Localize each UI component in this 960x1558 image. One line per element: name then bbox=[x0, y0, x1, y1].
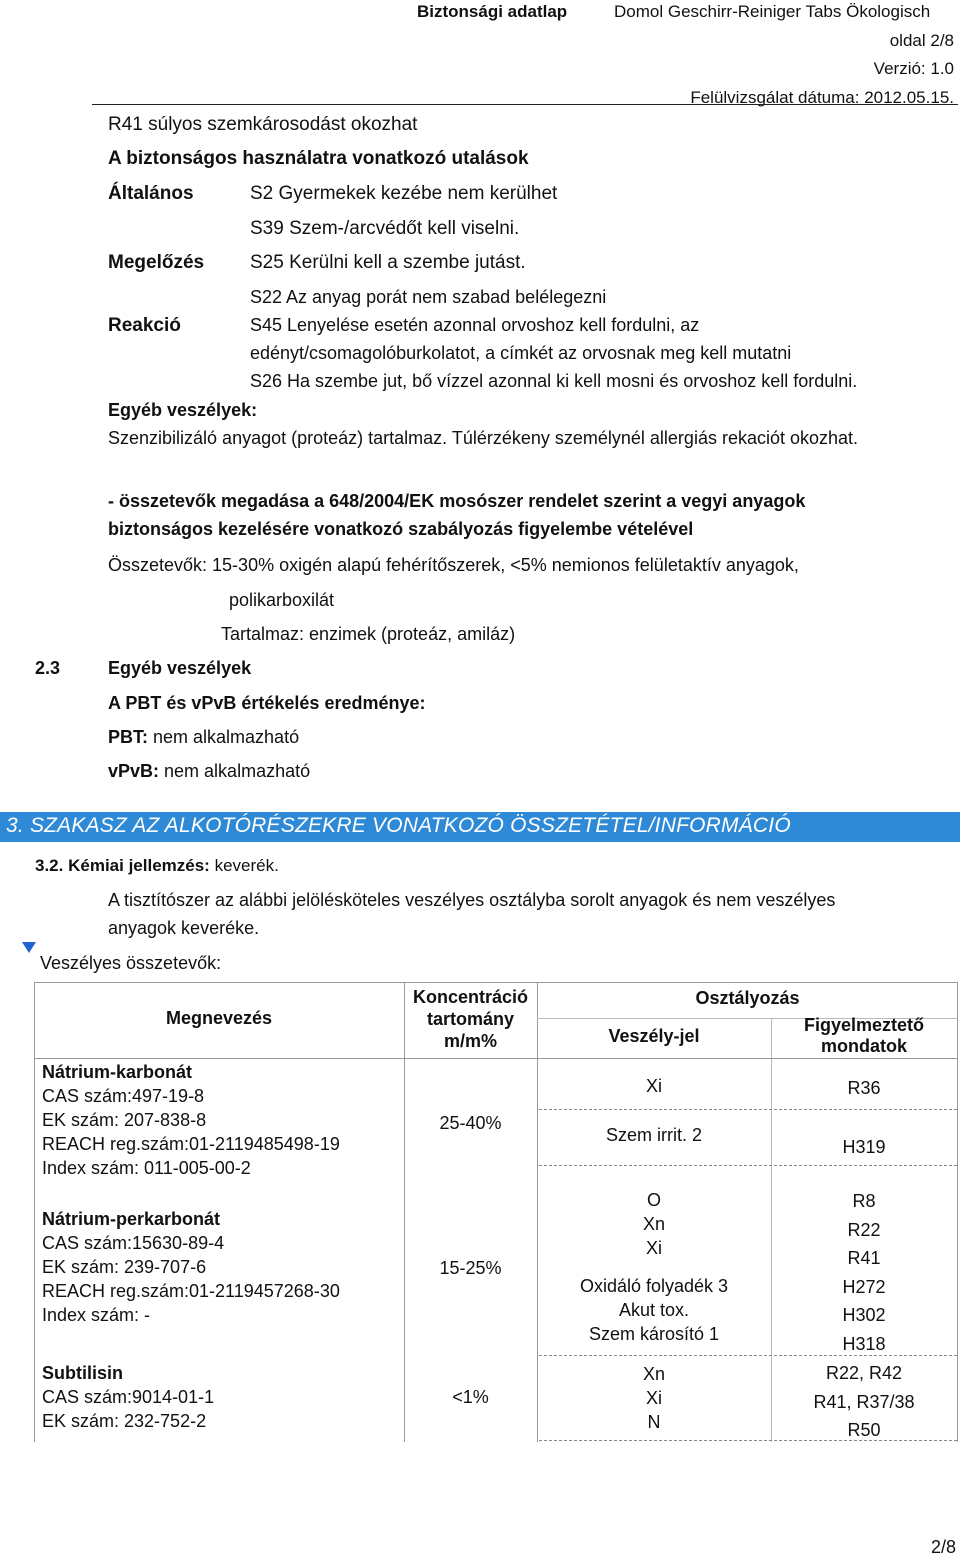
page-indicator: oldal 2/8 bbox=[889, 31, 954, 50]
concentration: 25-40% bbox=[439, 1113, 502, 1133]
table-border-top bbox=[34, 982, 958, 983]
row1-dash-2 bbox=[539, 1165, 957, 1166]
s45-text-2: edényt/csomagolóburkolatot, a címkét az orvosnak meg kell mutatni bbox=[250, 343, 792, 363]
label-reaction: Reakció bbox=[108, 315, 181, 336]
phrase: R22 bbox=[847, 1219, 881, 1240]
table-border-left bbox=[34, 982, 35, 1442]
s45-text-1: S45 Lenyelése esetén azonnal orvoshoz kell fordulni, az bbox=[250, 315, 700, 335]
components-table bbox=[34, 982, 958, 1442]
vpvb-label: vPvB: bbox=[108, 761, 160, 781]
phrase: H272 bbox=[842, 1276, 886, 1297]
ek-number: EK szám: 232-752-2 bbox=[42, 1411, 207, 1431]
hazard-symbol: Xi bbox=[645, 1388, 662, 1408]
table-row bbox=[42, 1361, 214, 1433]
vpvb-value: nem alkalmazható bbox=[159, 761, 311, 781]
hazard-class: Akut tox. bbox=[618, 1300, 690, 1320]
col-conc-l1: Koncentráció bbox=[412, 987, 529, 1007]
hazard-symbol: Xn bbox=[642, 1214, 666, 1234]
ek-number: EK szám: 207-838-8 bbox=[42, 1110, 207, 1130]
col-name-header: Megnevezés bbox=[165, 1008, 273, 1028]
section-3-2-number: 3.2. bbox=[35, 856, 64, 875]
cas-number: CAS szám:9014-01-1 bbox=[42, 1387, 215, 1407]
col-conc-l3: m/m% bbox=[443, 1031, 497, 1051]
table-row bbox=[42, 1207, 340, 1327]
ingredients-line-2: biztonságos kezelésére vonatkozó szabályozás figyelembe vételével bbox=[108, 519, 694, 539]
hazard-symbol: Xi bbox=[645, 1238, 662, 1258]
other-hazards-label: Egyéb veszélyek: bbox=[108, 400, 258, 420]
mixture-desc-2: anyagok keveréke. bbox=[108, 918, 260, 938]
section-2-3-title: Egyéb veszélyek bbox=[108, 658, 252, 678]
reach-number: REACH reg.szám:01-2119457268-30 bbox=[42, 1281, 340, 1301]
hazard-class: Szem irrit. 2 bbox=[605, 1125, 702, 1145]
phrases bbox=[771, 1187, 957, 1359]
product-name: Domol Geschirr-Reiniger Tabs Ökologisch bbox=[614, 2, 931, 21]
col-phrases-l2: mondatok bbox=[820, 1036, 907, 1056]
concentration: 15-25% bbox=[439, 1258, 502, 1278]
phrases bbox=[771, 1359, 957, 1445]
ek-number: EK szám: 239-707-6 bbox=[42, 1257, 207, 1277]
substance-name: Nátrium-perkarbonát bbox=[42, 1209, 221, 1229]
s25-text: S25 Kerülni kell a szembe jutást. bbox=[250, 252, 526, 273]
pbt-value: nem alkalmazható bbox=[148, 727, 300, 747]
hazard-symbols bbox=[537, 1362, 771, 1434]
header-rule bbox=[92, 104, 958, 105]
header-bottom-rule bbox=[34, 1058, 958, 1059]
safety-heading: A biztonságos használatra vonatkozó utalások bbox=[108, 148, 529, 169]
components-text: Összetevők: 15-30% oxigén alapú fehérítőszerek, <5% nemionos felületaktív anyagok, bbox=[108, 555, 799, 575]
index-number: Index szám: - bbox=[42, 1305, 151, 1325]
revision-date: Felülvizsgálat dátuma: 2012.05.15. bbox=[690, 88, 954, 107]
pbt-label: PBT: bbox=[108, 727, 148, 747]
r41-text: R41 súlyos szemkárosodást okozhat bbox=[108, 114, 418, 135]
section-3-2-line bbox=[35, 856, 279, 876]
label-general: Általános bbox=[108, 183, 194, 204]
table-border-right bbox=[957, 982, 958, 1442]
s2-text: S2 Gyermekek kezébe nem kerülhet bbox=[250, 183, 558, 204]
hazard-class: Oxidáló folyadék 3 bbox=[579, 1276, 729, 1296]
version: Verzió: 1.0 bbox=[873, 59, 954, 78]
pbt-line bbox=[108, 727, 299, 748]
footer-page-number: 2/8 bbox=[930, 1537, 956, 1557]
phrase: R41, R37/38 bbox=[813, 1391, 915, 1412]
cas-number: CAS szám:497-19-8 bbox=[42, 1086, 205, 1106]
hazard-symbol: Xn bbox=[642, 1364, 666, 1384]
concentration: <1% bbox=[452, 1387, 489, 1407]
phrase: R36 bbox=[847, 1078, 881, 1098]
pbt-heading: A PBT és vPvB értékelés eredménye: bbox=[108, 693, 426, 713]
reach-number: REACH reg.szám:01-2119485498-19 bbox=[42, 1134, 340, 1154]
phrase: R41 bbox=[847, 1248, 881, 1269]
mixture-desc-1: A tisztítószer az alábbi jelölésköteles veszélyes osztályba sorolt anyagok és nem veszélyes bbox=[108, 890, 836, 910]
collapse-triangle-icon[interactable] bbox=[22, 942, 36, 953]
phrase: H318 bbox=[842, 1333, 886, 1354]
s39-text: S39 Szem-/arcvédőt kell viselni. bbox=[250, 218, 520, 239]
col-phrases-l1: Figyelmeztető bbox=[803, 1015, 925, 1035]
s26-text: S26 Ha szembe jut, bő vízzel azonnal ki kell mosni és orvoshoz kell fordulni. bbox=[250, 371, 858, 391]
cas-number: CAS szám:15630-89-4 bbox=[42, 1233, 225, 1253]
s22-text: S22 Az anyag porát nem szabad belélegezni bbox=[250, 287, 607, 307]
section-2-3-number: 2.3 bbox=[35, 658, 61, 678]
hazard-symbol: Xi bbox=[645, 1076, 662, 1096]
hazard-classes bbox=[537, 1274, 771, 1346]
phrase: H302 bbox=[842, 1305, 886, 1326]
section-3-2-label: Kémiai jellemzés: bbox=[68, 856, 210, 875]
phrase: R22, R42 bbox=[825, 1363, 903, 1383]
hazard-symbol: O bbox=[646, 1190, 661, 1210]
section-3-title: 3. SZAKASZ AZ ALKOTÓRÉSZEKRE VONATKOZÓ ÖSSZETÉTEL/INFORMÁCIÓ bbox=[6, 814, 791, 837]
phrase: R50 bbox=[847, 1420, 881, 1441]
doc-type: Biztonsági adatlap bbox=[417, 2, 568, 21]
components-text-2: polikarboxilát bbox=[229, 590, 335, 610]
other-hazards-text: Szenzibilizáló anyagot (proteáz) tartalmaz. Túlérzékeny személynél allergiás rekaciót okozhat. bbox=[108, 428, 859, 448]
hazardous-components-heading: Veszélyes összetevők: bbox=[40, 953, 222, 973]
hazard-symbol: N bbox=[647, 1412, 661, 1432]
row1-dash-1 bbox=[539, 1109, 957, 1110]
substance-name: Nátrium-karbonát bbox=[42, 1062, 193, 1082]
phrase: H319 bbox=[842, 1137, 886, 1157]
contains-text: Tartalmaz: enzimek (proteáz, amiláz) bbox=[221, 624, 516, 644]
vpvb-line bbox=[108, 761, 310, 782]
col-phrases-header bbox=[771, 1015, 957, 1057]
phrase: R8 bbox=[852, 1191, 876, 1211]
col-conc-header bbox=[404, 986, 537, 1052]
section-3-banner bbox=[0, 812, 960, 842]
section-3-2-value: keverék. bbox=[209, 856, 279, 875]
label-prevention: Megelőzés bbox=[108, 252, 205, 273]
substance-name: Subtilisin bbox=[42, 1363, 123, 1383]
index-number: Index szám: 011-005-00-2 bbox=[42, 1158, 251, 1178]
col-class-header: Osztályozás bbox=[695, 988, 800, 1008]
col-conc-l2: tartomány bbox=[426, 1009, 515, 1029]
ingredients-line-1: - összetevők megadása a 648/2004/EK mosószer rendelet szerint a vegyi anyagok bbox=[108, 491, 806, 511]
hazard-symbols bbox=[537, 1188, 771, 1260]
table-row bbox=[42, 1060, 340, 1180]
col-symbol-header: Veszély-jel bbox=[608, 1026, 700, 1046]
hazard-class: Szem károsító 1 bbox=[588, 1324, 720, 1344]
